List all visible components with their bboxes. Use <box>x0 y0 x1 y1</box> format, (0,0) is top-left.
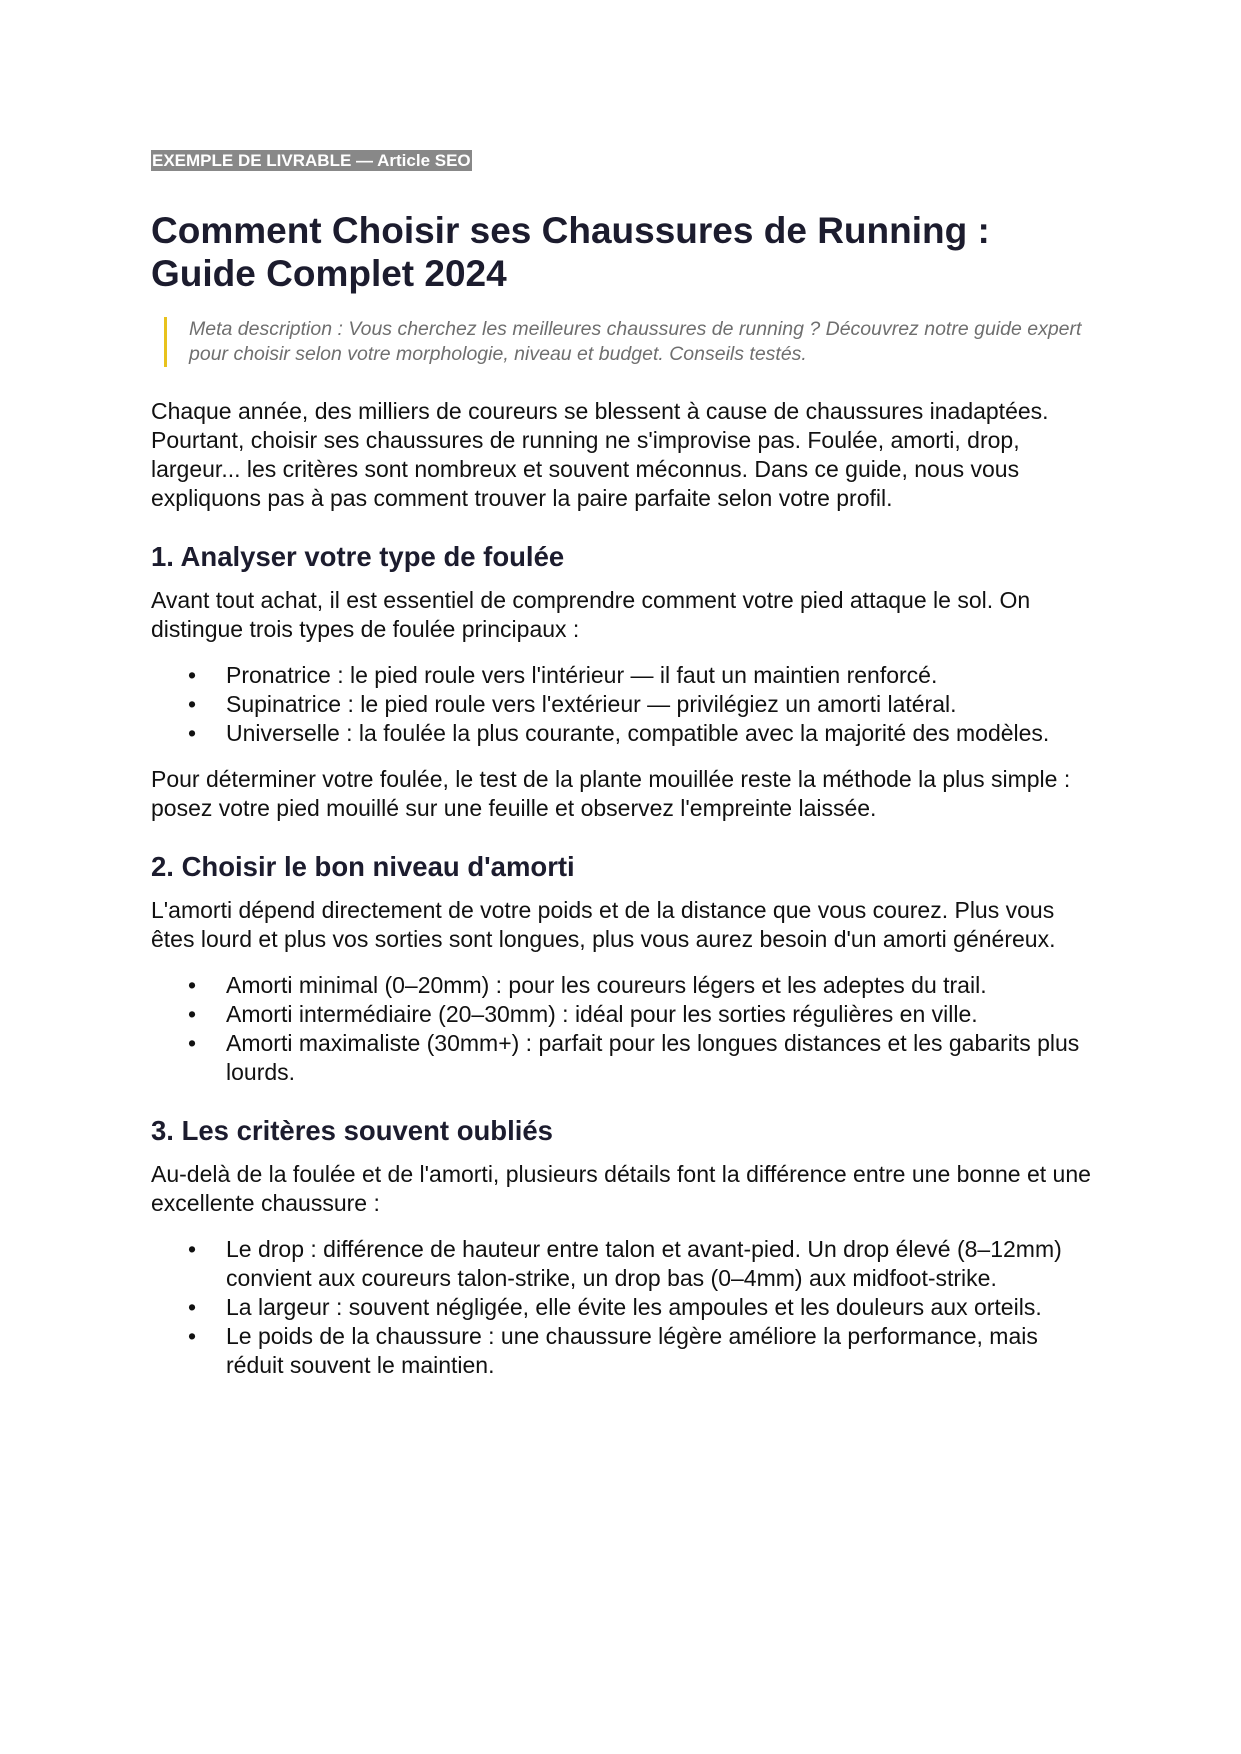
list-item: • Supinatrice : le pied roule vers l'extérieur — privilégiez un amorti latéral. <box>226 690 1096 719</box>
section-heading-foulee: 1. Analyser votre type de foulée <box>151 541 565 572</box>
bullet-list <box>151 661 1096 748</box>
list-item: • La largeur : souvent négligée, elle évite les ampoules et les douleurs aux orteils. <box>226 1293 1096 1322</box>
bullet-list <box>151 971 1096 1087</box>
list-item: • Le drop : différence de hauteur entre talon et avant-pied. Un drop élevé (8–12mm) convient aux coureurs talon-strike, un drop bas (0–4mm) aux midfoot-strike. <box>226 1235 1096 1293</box>
document-page <box>151 150 1096 1380</box>
list-item: • Amorti intermédiaire (20–30mm) : idéal pour les sorties régulières en ville. <box>226 1000 1096 1029</box>
list-item: • Amorti minimal (0–20mm) : pour les coureurs légers et les adeptes du trail. <box>226 971 1096 1000</box>
section-heading-amorti: 2. Choisir le bon niveau d'amorti <box>151 851 575 882</box>
article-title: Comment Choisir ses Chaussures de Running : Guide Complet 2024 <box>151 210 990 294</box>
section-paragraph: Pour déterminer votre foulée, le test de la plante mouillée reste la méthode la plus simple : posez votre pied mouillé sur une feuille et observez l'empreinte laissée. <box>151 766 1071 821</box>
list-item: • Le poids de la chaussure : une chaussure légère améliore la performance, mais réduit souvent le maintien. <box>226 1322 1096 1380</box>
intro-paragraph: Chaque année, des milliers de coureurs se blessent à cause de chaussures inadaptées. Pourtant, choisir ses chaussures de running ne s'improvise pas. Foulée, amorti, drop, largeur... les critères sont nombreux et souvent méconnus. Dans ce guide, nous vous expliquons pas à pas comment trouver la paire parfaite selon votre profil. <box>151 398 1049 511</box>
list-item: • Pronatrice : le pied roule vers l'intérieur — il faut un maintien renforcé. <box>226 661 1096 690</box>
list-item: • Universelle : la foulée la plus courante, compatible avec la majorité des modèles. <box>226 719 1096 748</box>
section-lead: L'amorti dépend directement de votre poids et de la distance que vous courez. Plus vous êtes lourd et plus vos sorties sont longues, plus vous aurez besoin d'un amorti généreux. <box>151 897 1056 952</box>
section-heading-criteres: 3. Les critères souvent oubliés <box>151 1115 553 1146</box>
list-item: • Amorti maximaliste (30mm+) : parfait pour les longues distances et les gabarits plus lourds. <box>226 1029 1096 1087</box>
section-lead: Avant tout achat, il est essentiel de comprendre comment votre pied attaque le sol. On distingue trois types de foulée principaux : <box>151 587 1031 642</box>
bullet-list <box>151 1235 1096 1380</box>
section-lead: Au-delà de la foulée et de l'amorti, plusieurs détails font la différence entre une bonne et une excellente chaussure : <box>151 1161 1091 1216</box>
deliverable-badge: EXEMPLE DE LIVRABLE — Article SEO <box>152 151 471 170</box>
meta-description: Meta description : Vous cherchez les meilleures chaussures de running ? Découvrez notre guide expert pour choisir selon votre morphologie, niveau et budget. Conseils testés. <box>164 317 1096 367</box>
